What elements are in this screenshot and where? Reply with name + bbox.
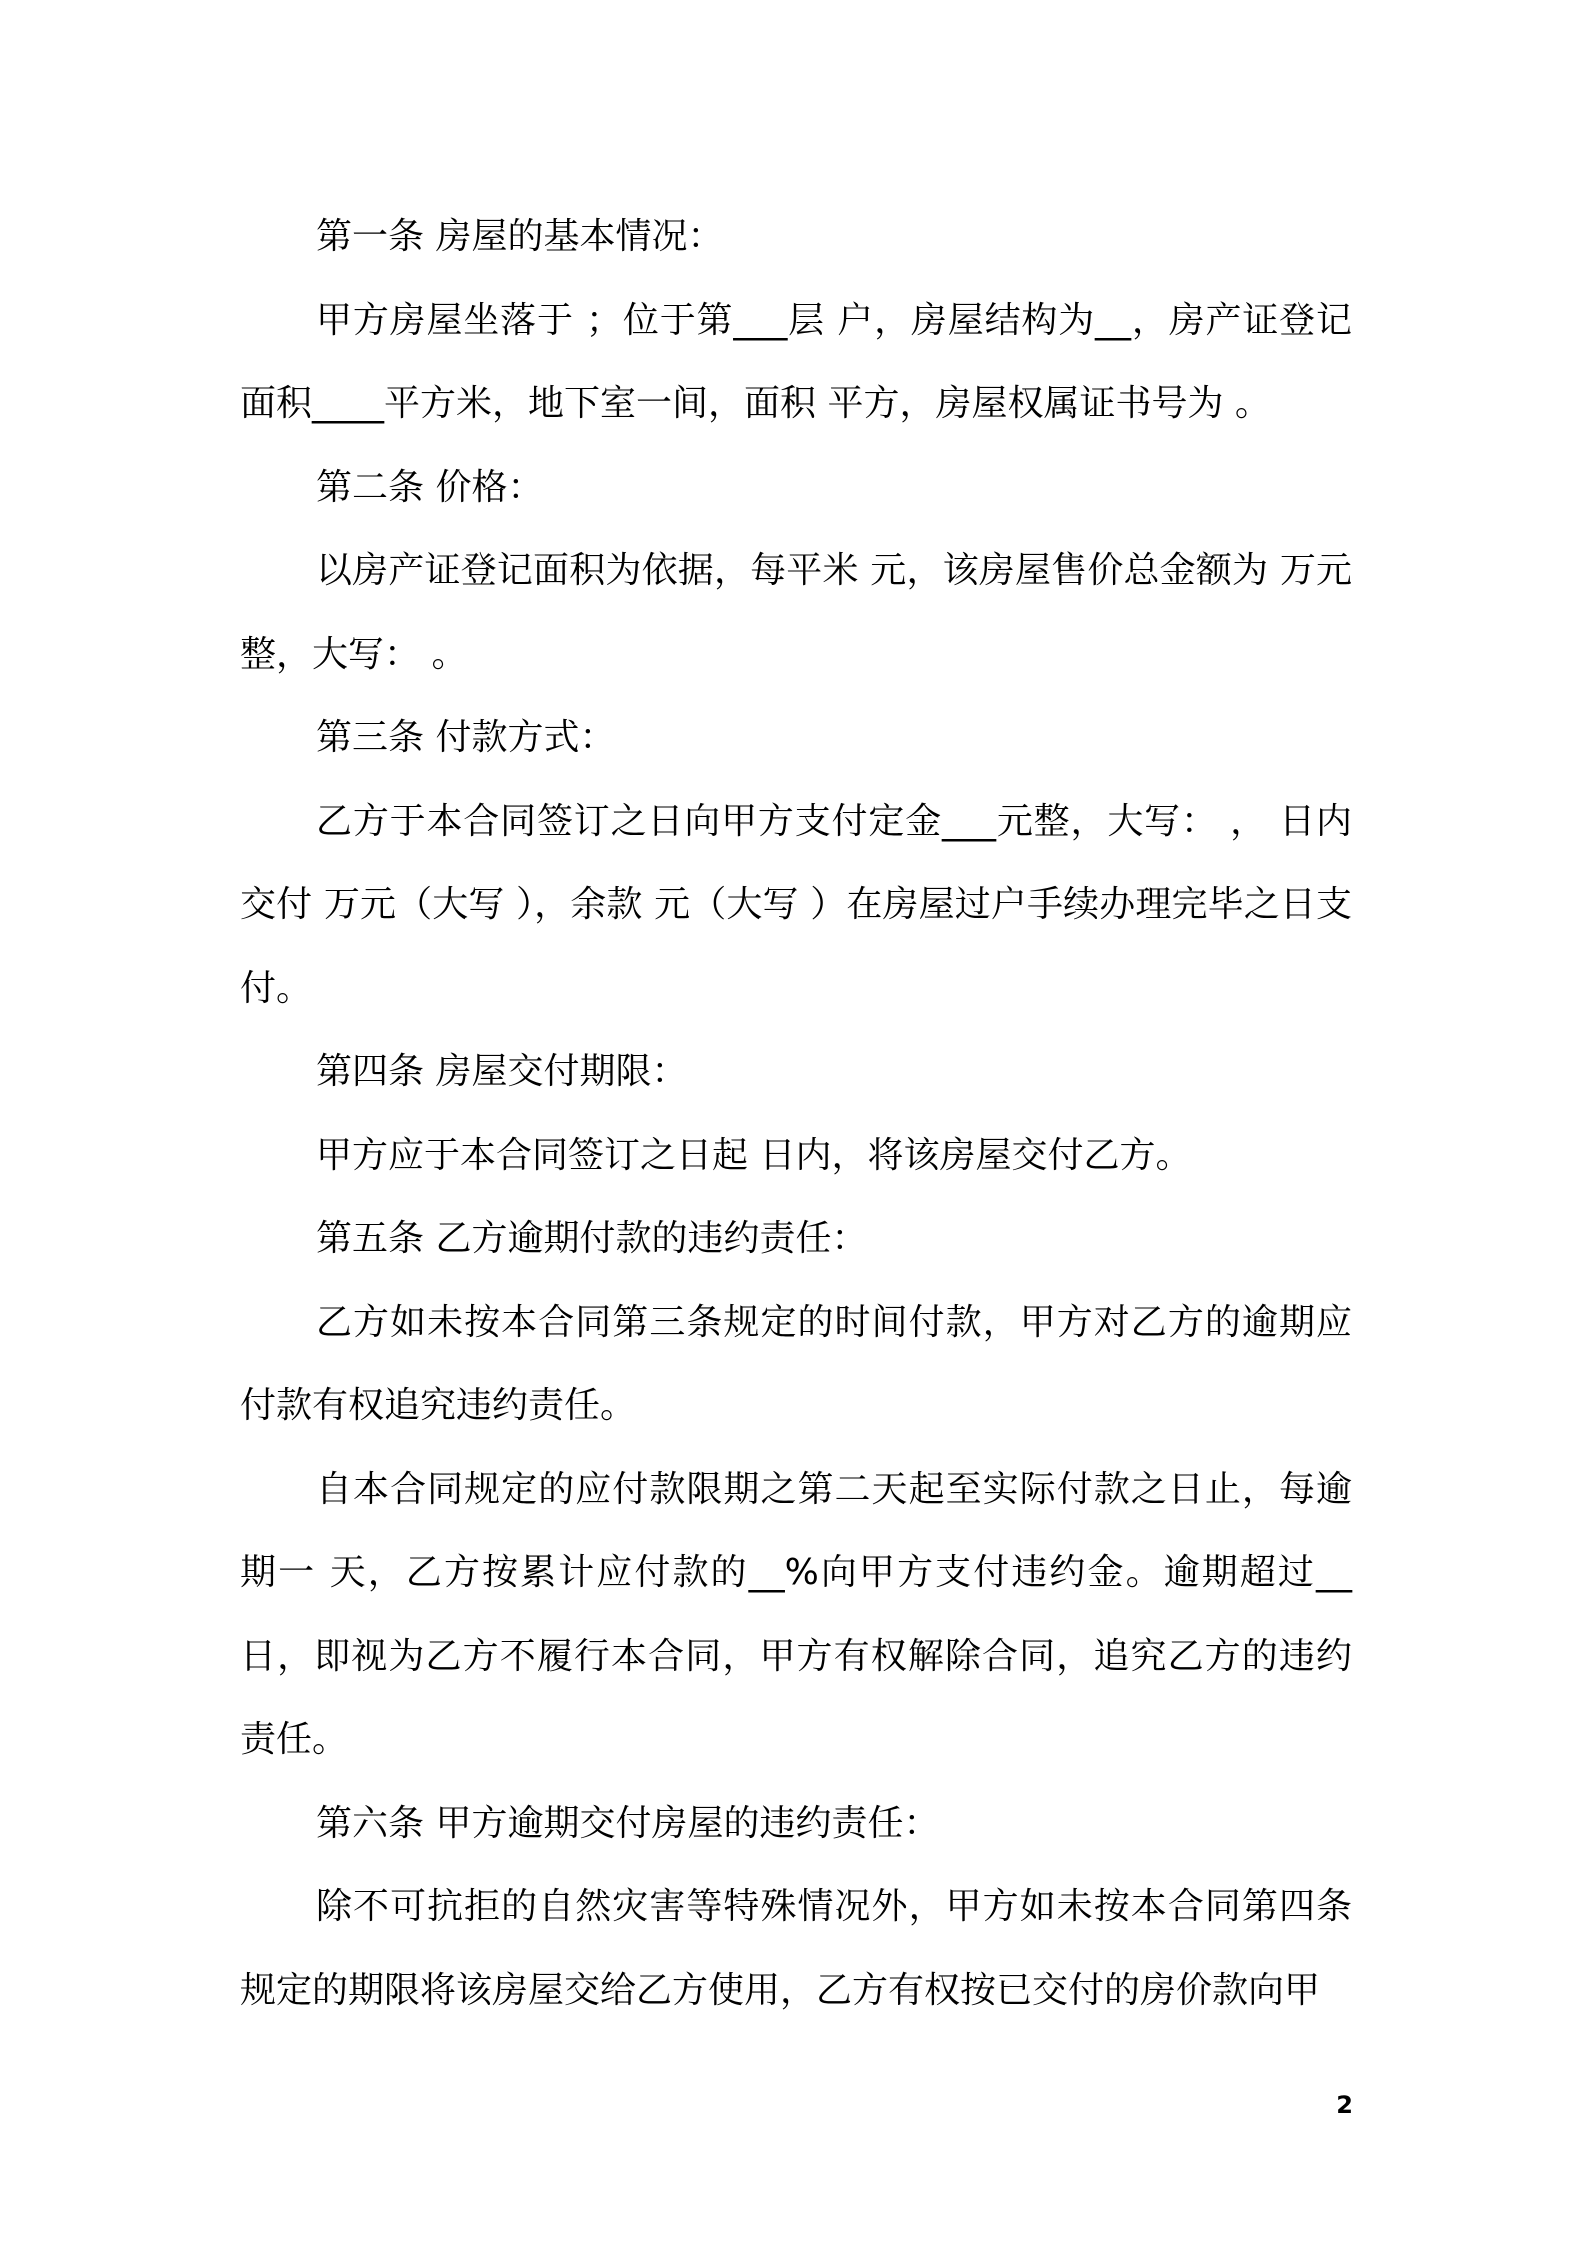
page-number: 2	[1336, 2091, 1353, 2119]
clause-heading: 第三条 付款方式：	[316, 717, 616, 758]
clause-text: 乙方于本合同签订之日向甲方支付定金___元整，大写： ， 日内交付 万元（大写 ），余款 元（大写 ）在房屋过户手续办理完毕之日支付。	[240, 800, 1352, 1009]
clause-text: 甲方房屋坐落于 ；位于第___层 户，房屋结构为__，房产证登记面积____平方米，地下室一间，面积 平方，房屋权属证书号为 。	[240, 299, 1352, 424]
clause-heading: 第二条 价格：	[316, 466, 544, 508]
clause-heading: 第六条 甲方逾期交付房屋的违约责任：	[316, 1802, 940, 1844]
contract-body	[240, 195, 1352, 2032]
clause-text: 甲方应于本合同签订之日起 日内，将该房屋交付乙方。	[316, 1134, 1192, 1176]
clause-heading: 第五条 乙方逾期付款的违约责任：	[316, 1218, 868, 1259]
clause-text: 除不可抗拒的自然灾害等特殊情况外，甲方如未按本合同第四条规定的期限将该房屋交给乙方使用，乙方有权按已交付的房价款向甲	[240, 1886, 1352, 2011]
clause-text: 以房产证登记面积为依据，每平米 元，该房屋售价总金额为 万元整，大写： 。	[240, 550, 1352, 675]
clause-text: 自本合同规定的应付款限期之第二天起至实际付款之日止，每逾期一 天，乙方按累计应付款的__%向甲方支付违约金。逾期超过__日，即视为乙方不履行本合同，甲方有权解除合同，追究乙方的违约责任。	[240, 1468, 1352, 1760]
clause-text: 乙方如未按本合同第三条规定的时间付款，甲方对乙方的逾期应付款有权追究违约责任。	[240, 1301, 1352, 1426]
clause-heading: 第一条 房屋的基本情况：	[316, 216, 724, 257]
clause-heading: 第四条 房屋交付期限：	[316, 1051, 688, 1092]
